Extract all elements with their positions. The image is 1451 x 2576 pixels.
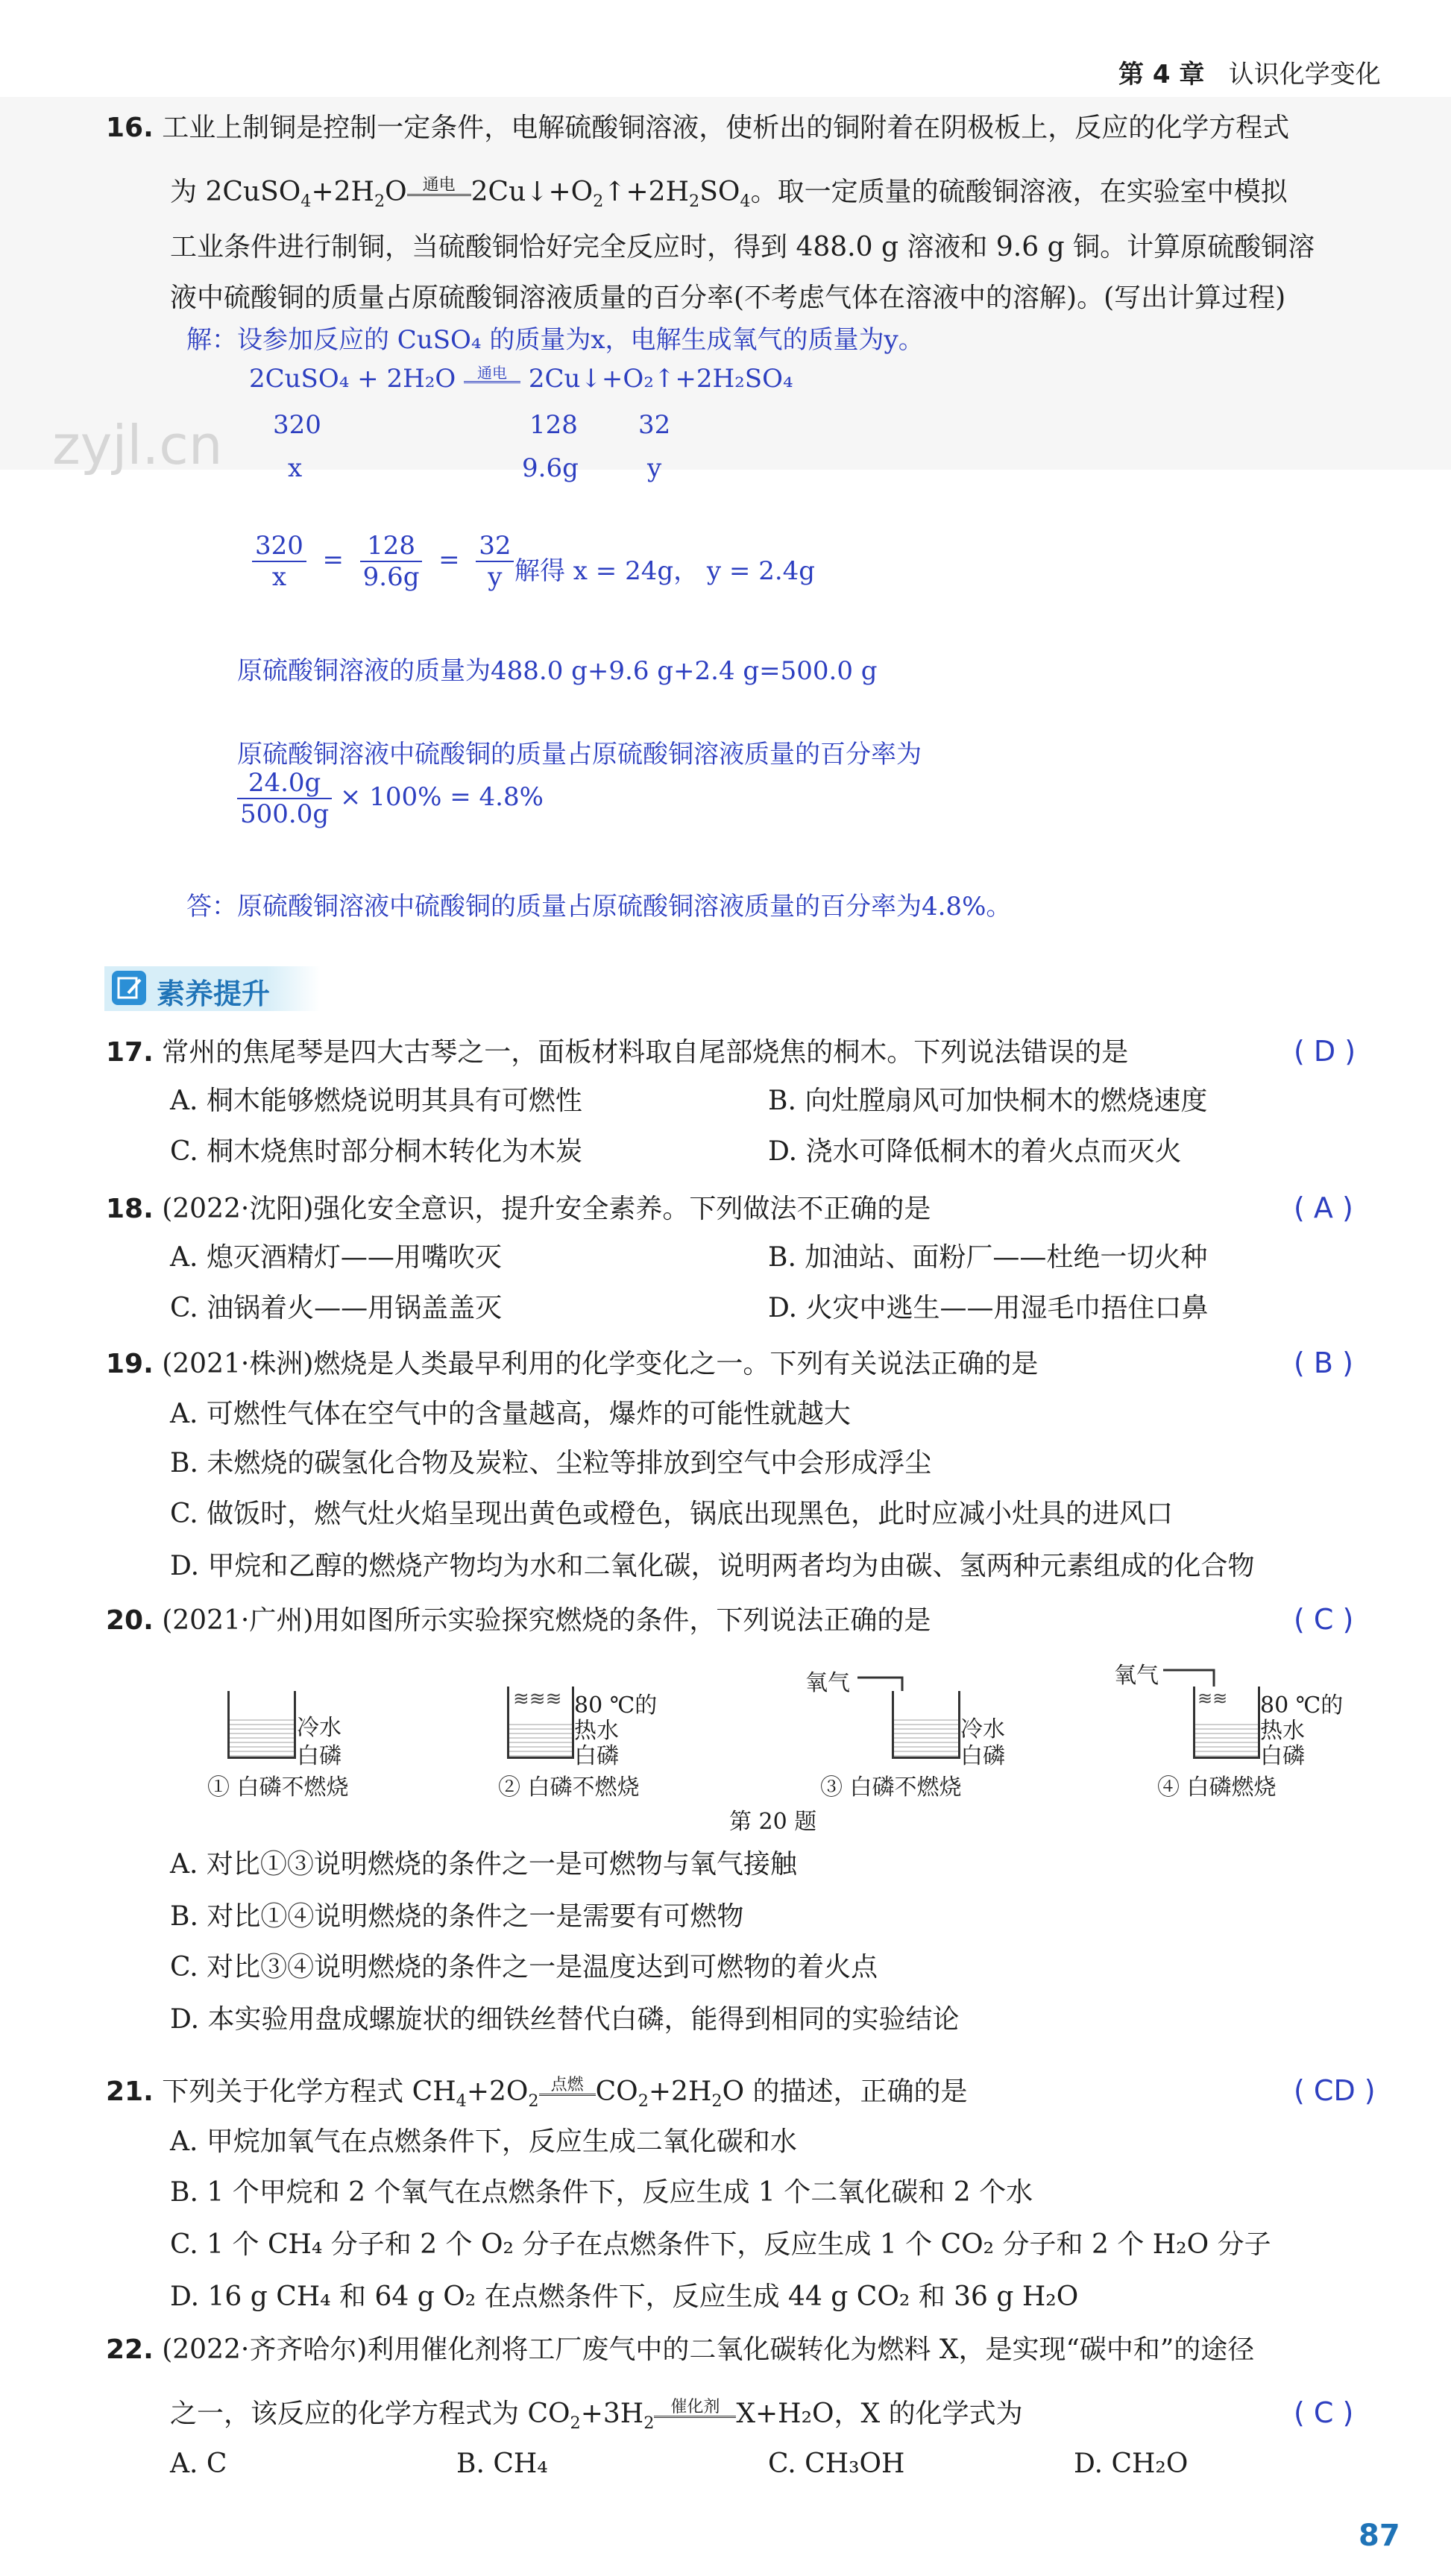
molar-mass-32: 32 xyxy=(638,410,671,440)
q17-stem: 17. 常州的焦尾琴是四大古琴之一，面板材料取自尾部烧焦的桐木。下列说法错误的是 xyxy=(106,1037,1129,1068)
page-number: 87 xyxy=(1359,2519,1400,2553)
q16-line3: 工业条件进行制铜，当硫酸铜恰好完全反应时，得到 488.0 g 溶液和 9.6 g 铜。计算原硫酸铜溶 xyxy=(170,232,1315,262)
question-number: 16. xyxy=(106,113,154,143)
final-answer: 答：原硫酸铜溶液中硫酸铜的质量占原硫酸铜溶液质量的百分率为4.8%。 xyxy=(186,892,1012,922)
label-hot-water-4: 热水 xyxy=(1260,1718,1305,1744)
caption-1: ① 白磷不燃烧 xyxy=(207,1774,349,1801)
pencil-icon xyxy=(112,971,146,1005)
q19-option-b: B. 未燃烧的碳氢化合物及炭粒、尘粒等排放到空气中会形成浮尘 xyxy=(170,1448,932,1478)
label-oxygen-4: 氧气 xyxy=(1114,1663,1159,1689)
q16-line4: 液中硫酸铜的质量占原硫酸铜溶液质量的百分率(不考虑气体在溶液中的溶解)。(写出计算过程) xyxy=(170,283,1286,313)
q22-answer: ( C ) xyxy=(1294,2396,1354,2429)
percent-line: 原硫酸铜溶液中硫酸铜的质量占原硫酸铜溶液质量的百分率为 xyxy=(237,740,922,769)
q19-answer: ( B ) xyxy=(1294,1347,1353,1379)
q16-line2: 为 $2CuSO_4+2H_2O$ 通电 $2Cu↓+O_2↑+2H_2SO_4$。取一定质量的硫酸铜溶液，在实验室中模拟 xyxy=(170,176,1288,212)
q16-stem: 工业上制铜是控制一定条件，电解硫酸铜溶液，使析出的铜附着在阴极板上，反应的化学方程式 xyxy=(162,113,1290,143)
label-white-p-2: 白磷 xyxy=(574,1743,619,1769)
q18-option-a: A. 熄灭酒精灯——用嘴吹灭 xyxy=(170,1242,502,1273)
chapter-number: 第 4 章 xyxy=(1118,60,1205,89)
q19-option-c: C. 做饭时，燃气灶火焰呈现出黄色或橙色，锅底出现黑色，此时应减小灶具的进风口 xyxy=(170,1499,1174,1529)
label-cold-water-3: 冷水 xyxy=(960,1716,1005,1742)
q21-stem: 21. 下列关于化学方程式 $CH_4+2O_2$ 点燃 $CO_2+2H_2O$ 的描述，正确的是 xyxy=(106,2076,968,2111)
watermark: zyjl.cn xyxy=(52,414,223,476)
q20-option-d: D. 本实验用盘成螺旋状的细铁丝替代白磷，能得到相同的实验结论 xyxy=(170,2004,960,2035)
q19-option-d: D. 甲烷和乙醇的燃烧产物均为水和二氧化碳，说明两者均为由碳、氢两种元素组成的化合物 xyxy=(170,1551,1255,1581)
q16-line1 xyxy=(106,110,1289,146)
q17-option-c: C. 桐木烧焦时部分桐木转化为木炭 xyxy=(170,1136,583,1167)
q16-eq-prefix: 为 2CuSO xyxy=(170,177,301,207)
q20-answer: ( C ) xyxy=(1294,1603,1354,1636)
ratio-equation: $\frac{320}{x}$ = $\frac{128}{9.6g}$ = $\frac{32}{y}$ xyxy=(252,531,514,592)
label-white-p-4: 白磷 xyxy=(1260,1743,1305,1769)
q18-option-c: C. 油锅着火——用锅盖盖灭 xyxy=(170,1293,503,1323)
beaker-3 xyxy=(892,1691,960,1759)
mass-line: 原硫酸铜溶液的质量为488.0 g+9.6 g+2.4 g=500.0 g xyxy=(237,656,878,686)
q22-option-a: A. C xyxy=(170,2449,227,2479)
q17-option-d: D. 浇水可降低桐木的着火点而灭火 xyxy=(768,1136,1182,1167)
chapter-title: 认识化学变化 xyxy=(1228,60,1381,89)
q20-option-b: B. 对比①④说明燃烧的条件之一是需要有可燃物 xyxy=(170,1901,744,1932)
q20-option-c: C. 对比③④说明燃烧的条件之一是温度达到可燃物的着火点 xyxy=(170,1952,878,1983)
q18-option-d: D. 火灾中逃生——用湿毛巾捂住口鼻 xyxy=(768,1293,1209,1323)
percent-calc: $\frac{24.0g}{500.0g}$ × 100% = 4.8% xyxy=(237,768,544,829)
label-white-p-3: 白磷 xyxy=(960,1743,1005,1769)
q18-answer: ( A ) xyxy=(1294,1191,1353,1224)
q21-answer: ( CD ) xyxy=(1294,2074,1376,2107)
q17-option-a: A. 桐木能够燃烧说明其具有可燃性 xyxy=(170,1086,582,1116)
steam-icon: ≋≋≋ xyxy=(513,1688,562,1710)
q17-answer: ( D ) xyxy=(1294,1035,1356,1068)
section-title: 素养提升 xyxy=(157,977,271,1010)
q17-option-b: B. 向灶膛扇风可加快桐木的燃烧速度 xyxy=(768,1086,1208,1116)
q22-option-d: D. CH₂O xyxy=(1074,2449,1189,2479)
q18-option-b: B. 加油站、面粉厂——杜绝一切火种 xyxy=(768,1242,1208,1273)
q16-stem-cont: 。取一定质量的硫酸铜溶液，在实验室中模拟 xyxy=(750,177,1288,207)
var-9.6g: 9.6g xyxy=(522,453,579,483)
q20-stem: 20. (2021·广州)用如图所示实验探究燃烧的条件，下列说法正确的是 xyxy=(106,1605,931,1636)
figure-caption: 第 20 题 xyxy=(729,1809,817,1835)
var-y: y xyxy=(647,453,662,483)
var-x: x xyxy=(288,453,303,483)
caption-2: ② 白磷不燃烧 xyxy=(498,1774,640,1801)
label-80c-2: 80 ℃的 xyxy=(574,1692,658,1719)
solution-intro: 解：设参加反应的 CuSO₄ 的质量为x，电解生成氧气的质量为y。 xyxy=(186,325,924,355)
caption-3: ③ 白磷不燃烧 xyxy=(820,1774,962,1801)
q21-option-a: A. 甲烷加氧气在点燃条件下，反应生成二氧化碳和水 xyxy=(170,2126,797,2157)
q21-option-c: C. 1 个 CH₄ 分子和 2 个 O₂ 分子在点燃条件下，反应生成 1 个 CO₂ 分子和 2 个 H₂O 分子 xyxy=(170,2229,1271,2260)
q19-stem: 19. (2021·株洲)燃烧是人类最早利用的化学变化之一。下列有关说法正确的是 xyxy=(106,1349,1039,1379)
q20-option-a: A. 对比①③说明燃烧的条件之一是可燃物与氧气接触 xyxy=(170,1849,797,1880)
q21-option-d: D. 16 g CH₄ 和 64 g O₂ 在点燃条件下，反应生成 44 g CO₂ 和 36 g H₂O xyxy=(170,2281,1079,2312)
molar-mass-128: 128 xyxy=(529,410,578,440)
q19-option-a: A. 可燃性气体在空气中的含量越高，爆炸的可能性就越大 xyxy=(170,1399,851,1429)
q22-option-c: C. CH₃OH xyxy=(768,2449,905,2479)
beaker-1 xyxy=(227,1691,296,1759)
label-oxygen-3: 氧气 xyxy=(805,1670,850,1696)
reaction-condition: 通电 xyxy=(407,177,471,196)
label-cold-water-1: 冷水 xyxy=(297,1715,341,1741)
solve-result: 解得 x = 24g， y = 2.4g xyxy=(514,556,816,586)
caption-4: ④ 白磷燃烧 xyxy=(1157,1774,1277,1801)
q21-option-b: B. 1 个甲烷和 2 个氧气在点燃条件下，反应生成 1 个二氧化碳和 2 个水 xyxy=(170,2177,1033,2208)
chapter-header xyxy=(1118,54,1381,90)
solution-equation: 2CuSO₄ + 2H₂O 通电 2Cu↓+O₂↑+2H₂SO₄ xyxy=(249,364,793,394)
label-white-p-1: 白磷 xyxy=(297,1743,341,1769)
label-80c-4: 80 ℃的 xyxy=(1260,1692,1344,1719)
q22-stem: 22. (2022·齐齐哈尔)利用催化剂将工厂废气中的二氧化碳转化为燃料 X，是实现“碳中和”的途径 xyxy=(106,2334,1255,2365)
molar-mass-320: 320 xyxy=(273,410,321,440)
q22-stem-line2: 之一，该反应的化学方程式为 $CO_2+3H_2$ 催化剂 X+H₂O，X 的化学式为 xyxy=(170,2398,1023,2434)
steam-icon: ≋≋ xyxy=(1197,1688,1228,1709)
q22-option-b: B. CH₄ xyxy=(456,2449,548,2479)
q18-stem: 18. (2022·沈阳)强化安全意识，提升安全素养。下列做法不正确的是 xyxy=(106,1194,931,1224)
label-hot-water-2: 热水 xyxy=(574,1718,619,1744)
